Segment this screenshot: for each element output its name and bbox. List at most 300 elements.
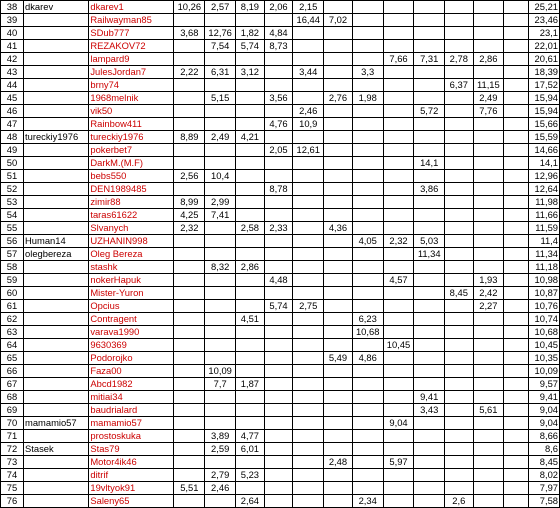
table-row [1, 1, 560, 14]
score-cell [236, 53, 265, 66]
score-cell [264, 53, 293, 66]
total-cell: 10,76 [529, 300, 560, 313]
empty-score-cell [522, 40, 529, 53]
total-cell: 11,34 [529, 248, 560, 261]
player-name-cell: mamamio57 [89, 417, 174, 430]
score-cell [236, 209, 265, 222]
score-cell [324, 469, 353, 482]
score-cell: 8,89 [174, 131, 205, 144]
empty-score-cell [504, 144, 515, 157]
player-name-cell: Contragent [89, 313, 174, 326]
player-name-cell: UZHANIN998 [89, 235, 174, 248]
table-row [1, 326, 560, 339]
empty-score-cell [522, 339, 529, 352]
empty-score-cell [504, 417, 515, 430]
score-cell [174, 92, 205, 105]
empty-score-cell [515, 40, 522, 53]
score-cell: 2,79 [205, 469, 236, 482]
rank-cell: 39 [1, 14, 24, 27]
player-name-cell: brny74 [89, 79, 174, 92]
empty-score-cell [522, 131, 529, 144]
score-cell: 7,02 [324, 14, 353, 27]
score-cell [383, 196, 414, 209]
score-cell: 6,23 [352, 313, 383, 326]
score-cell [352, 79, 383, 92]
score-cell [414, 378, 445, 391]
score-cell [352, 378, 383, 391]
score-cell: 2,22 [174, 66, 205, 79]
empty-score-cell [504, 92, 515, 105]
forum-alias-cell [24, 157, 89, 170]
empty-score-cell [522, 300, 529, 313]
score-cell [174, 365, 205, 378]
total-cell: 11,4 [529, 235, 560, 248]
score-cell [264, 482, 293, 495]
score-cell [383, 391, 414, 404]
score-cell [414, 1, 445, 14]
empty-score-cell [515, 105, 522, 118]
score-cell: 9,04 [383, 417, 414, 430]
empty-score-cell [522, 430, 529, 443]
score-cell [324, 404, 353, 417]
empty-score-cell [522, 287, 529, 300]
score-cell: 4,84 [264, 27, 293, 40]
table-row [1, 456, 560, 469]
empty-score-cell [515, 235, 522, 248]
score-cell: 5,03 [414, 235, 445, 248]
score-cell [264, 326, 293, 339]
forum-alias-cell [24, 456, 89, 469]
rank-cell: 54 [1, 209, 24, 222]
score-cell [414, 482, 445, 495]
score-cell [352, 196, 383, 209]
score-cell [205, 339, 236, 352]
table-row [1, 183, 560, 196]
empty-score-cell [522, 313, 529, 326]
empty-score-cell [504, 209, 515, 222]
score-cell [264, 66, 293, 79]
score-cell [383, 495, 414, 508]
empty-score-cell [515, 196, 522, 209]
score-cell [444, 456, 473, 469]
score-cell [383, 287, 414, 300]
forum-alias-cell [24, 469, 89, 482]
score-cell: 3,43 [414, 404, 445, 417]
forum-alias-cell [24, 118, 89, 131]
score-cell: 6,31 [205, 66, 236, 79]
score-cell [264, 352, 293, 365]
score-cell [293, 313, 324, 326]
empty-score-cell [504, 274, 515, 287]
score-cell [174, 391, 205, 404]
empty-score-cell [504, 235, 515, 248]
player-name-cell: 9630369 [89, 339, 174, 352]
score-cell: 3,89 [205, 430, 236, 443]
score-cell [324, 261, 353, 274]
score-cell [324, 378, 353, 391]
score-cell: 2,75 [293, 300, 324, 313]
score-cell [293, 352, 324, 365]
empty-score-cell [522, 456, 529, 469]
table-row [1, 417, 560, 430]
score-cell [352, 105, 383, 118]
score-cell [414, 27, 445, 40]
total-cell: 9,41 [529, 391, 560, 404]
forum-alias-cell [24, 261, 89, 274]
score-cell [324, 365, 353, 378]
player-name-cell: stashk [89, 261, 174, 274]
score-cell [293, 248, 324, 261]
empty-score-cell [515, 1, 522, 14]
score-cell [473, 456, 504, 469]
score-cell [174, 235, 205, 248]
player-name-cell: REZAKOV72 [89, 40, 174, 53]
score-cell [414, 313, 445, 326]
score-cell [444, 144, 473, 157]
score-cell: 2,59 [205, 443, 236, 456]
total-cell: 12,96 [529, 170, 560, 183]
empty-score-cell [515, 495, 522, 508]
score-cell [383, 209, 414, 222]
score-cell [174, 40, 205, 53]
score-cell [383, 105, 414, 118]
player-name-cell: bebs550 [89, 170, 174, 183]
rank-cell: 38 [1, 1, 24, 14]
score-cell [293, 443, 324, 456]
score-cell [324, 248, 353, 261]
empty-score-cell [522, 79, 529, 92]
empty-score-cell [504, 66, 515, 79]
score-cell [293, 222, 324, 235]
empty-score-cell [515, 456, 522, 469]
score-cell [264, 430, 293, 443]
score-cell [352, 417, 383, 430]
score-cell [473, 313, 504, 326]
empty-score-cell [515, 339, 522, 352]
table-row [1, 92, 560, 105]
score-cell [205, 313, 236, 326]
empty-score-cell [504, 404, 515, 417]
rank-cell: 42 [1, 53, 24, 66]
score-cell [205, 14, 236, 27]
score-cell [383, 66, 414, 79]
empty-score-cell [515, 261, 522, 274]
score-cell [293, 365, 324, 378]
score-cell [414, 170, 445, 183]
score-cell [473, 417, 504, 430]
score-cell [414, 443, 445, 456]
score-cell [444, 209, 473, 222]
forum-alias-cell [24, 430, 89, 443]
score-cell [383, 1, 414, 14]
score-cell [414, 131, 445, 144]
forum-alias-cell [24, 27, 89, 40]
score-cell: 3,12 [236, 66, 265, 79]
score-cell [383, 300, 414, 313]
player-name-cell: vik50 [89, 105, 174, 118]
score-cell [444, 443, 473, 456]
score-cell [414, 300, 445, 313]
score-cell [383, 248, 414, 261]
score-cell [473, 1, 504, 14]
player-name-cell: DarkM.(M.F) [89, 157, 174, 170]
score-cell [473, 66, 504, 79]
score-cell [264, 378, 293, 391]
empty-score-cell [504, 339, 515, 352]
empty-score-cell [522, 495, 529, 508]
score-cell: 5,49 [324, 352, 353, 365]
score-cell: 7,66 [383, 53, 414, 66]
table-row [1, 170, 560, 183]
rank-cell: 58 [1, 261, 24, 274]
score-cell: 4,48 [264, 274, 293, 287]
table-row [1, 14, 560, 27]
score-cell [473, 248, 504, 261]
empty-score-cell [515, 287, 522, 300]
rank-cell: 44 [1, 79, 24, 92]
score-cell: 1,87 [236, 378, 265, 391]
score-cell: 5,72 [414, 105, 445, 118]
score-cell [324, 443, 353, 456]
score-cell [352, 183, 383, 196]
score-cell [293, 40, 324, 53]
score-cell [205, 105, 236, 118]
score-cell [444, 14, 473, 27]
score-cell: 4,25 [174, 209, 205, 222]
rank-cell: 69 [1, 404, 24, 417]
forum-alias-cell [24, 92, 89, 105]
score-cell: 12,76 [205, 27, 236, 40]
score-cell [444, 274, 473, 287]
score-cell [324, 118, 353, 131]
score-cell: 2,33 [264, 222, 293, 235]
score-cell [174, 378, 205, 391]
player-name-cell: baudrialard [89, 404, 174, 417]
score-cell: 4,51 [236, 313, 265, 326]
score-cell [352, 430, 383, 443]
empty-score-cell [504, 248, 515, 261]
score-cell [444, 1, 473, 14]
score-cell: 1,98 [352, 92, 383, 105]
score-cell [324, 274, 353, 287]
forum-alias-cell [24, 53, 89, 66]
total-cell: 9,04 [529, 417, 560, 430]
score-cell [264, 157, 293, 170]
player-name-cell: Faza00 [89, 365, 174, 378]
empty-score-cell [515, 79, 522, 92]
player-name-cell: Railwayman85 [89, 14, 174, 27]
score-cell [352, 469, 383, 482]
score-cell [324, 430, 353, 443]
score-cell [414, 92, 445, 105]
score-cell: 8,32 [205, 261, 236, 274]
empty-score-cell [515, 404, 522, 417]
score-cell [473, 365, 504, 378]
score-cell: 3,3 [352, 66, 383, 79]
total-cell: 10,87 [529, 287, 560, 300]
score-cell: 8,45 [444, 287, 473, 300]
score-cell [414, 66, 445, 79]
score-cell [414, 196, 445, 209]
forum-alias-cell [24, 339, 89, 352]
score-cell [414, 261, 445, 274]
score-cell [444, 196, 473, 209]
table-row [1, 144, 560, 157]
score-cell [473, 482, 504, 495]
empty-score-cell [522, 261, 529, 274]
score-cell [352, 118, 383, 131]
rank-cell: 76 [1, 495, 24, 508]
score-cell [236, 157, 265, 170]
table-row [1, 287, 560, 300]
empty-score-cell [522, 222, 529, 235]
rank-cell: 75 [1, 482, 24, 495]
score-cell [324, 235, 353, 248]
score-cell [383, 261, 414, 274]
score-cell: 2,6 [444, 495, 473, 508]
score-cell: 1,82 [236, 27, 265, 40]
score-cell [264, 79, 293, 92]
score-cell: 8,73 [264, 40, 293, 53]
score-cell [205, 326, 236, 339]
forum-alias-cell [24, 495, 89, 508]
empty-score-cell [504, 1, 515, 14]
empty-score-cell [515, 417, 522, 430]
score-cell: 2,86 [473, 53, 504, 66]
score-cell [264, 131, 293, 144]
score-cell [324, 196, 353, 209]
score-cell [473, 40, 504, 53]
score-cell [264, 469, 293, 482]
empty-score-cell [515, 313, 522, 326]
empty-score-cell [522, 326, 529, 339]
score-cell [264, 287, 293, 300]
score-cell [174, 313, 205, 326]
player-name-cell: Slvanych [89, 222, 174, 235]
score-cell [383, 131, 414, 144]
score-cell [444, 300, 473, 313]
forum-alias-cell [24, 105, 89, 118]
score-cell [293, 53, 324, 66]
score-cell [205, 222, 236, 235]
forum-alias-cell [24, 209, 89, 222]
score-cell: 2,78 [444, 53, 473, 66]
score-cell [174, 248, 205, 261]
total-cell: 14,66 [529, 144, 560, 157]
score-cell [324, 209, 353, 222]
rank-cell: 71 [1, 430, 24, 443]
score-cell [205, 79, 236, 92]
player-name-cell: tureckiy1976 [89, 131, 174, 144]
score-cell [174, 417, 205, 430]
score-cell [414, 79, 445, 92]
score-cell [383, 27, 414, 40]
score-cell [324, 417, 353, 430]
score-cell [205, 495, 236, 508]
score-cell [414, 144, 445, 157]
score-cell [205, 300, 236, 313]
score-cell [473, 352, 504, 365]
score-cell [236, 300, 265, 313]
score-cell: 4,76 [264, 118, 293, 131]
player-name-cell: JulesJordan7 [89, 66, 174, 79]
score-cell: 2,76 [324, 92, 353, 105]
score-cell [352, 1, 383, 14]
score-cell [383, 443, 414, 456]
score-cell [324, 183, 353, 196]
empty-score-cell [504, 53, 515, 66]
score-cell [414, 365, 445, 378]
score-cell: 3,86 [414, 183, 445, 196]
rank-cell: 72 [1, 443, 24, 456]
score-cell [444, 105, 473, 118]
score-cell [414, 430, 445, 443]
player-name-cell: zimir88 [89, 196, 174, 209]
player-name-cell: Opcius [89, 300, 174, 313]
score-cell: 5,15 [205, 92, 236, 105]
score-cell: 7,76 [473, 105, 504, 118]
score-cell [174, 105, 205, 118]
empty-score-cell [504, 430, 515, 443]
rank-cell: 49 [1, 144, 24, 157]
score-cell [352, 339, 383, 352]
empty-score-cell [515, 27, 522, 40]
empty-score-cell [515, 118, 522, 131]
score-cell [236, 391, 265, 404]
empty-score-cell [522, 118, 529, 131]
empty-score-cell [515, 482, 522, 495]
empty-score-cell [522, 248, 529, 261]
score-cell: 14,1 [414, 157, 445, 170]
total-cell: 18,39 [529, 66, 560, 79]
score-cell [444, 404, 473, 417]
score-cell [324, 287, 353, 300]
score-cell [174, 157, 205, 170]
empty-score-cell [522, 443, 529, 456]
empty-score-cell [515, 144, 522, 157]
rank-cell: 66 [1, 365, 24, 378]
player-name-cell: Oleg Bereza [89, 248, 174, 261]
table-row [1, 157, 560, 170]
score-cell [236, 339, 265, 352]
rank-cell: 60 [1, 287, 24, 300]
score-cell: 2,46 [293, 105, 324, 118]
empty-score-cell [504, 170, 515, 183]
score-cell [205, 53, 236, 66]
score-cell [293, 209, 324, 222]
total-cell: 15,59 [529, 131, 560, 144]
score-cell [444, 92, 473, 105]
score-cell: 2,32 [174, 222, 205, 235]
empty-score-cell [504, 352, 515, 365]
score-cell: 7,54 [205, 40, 236, 53]
empty-score-cell [515, 157, 522, 170]
total-cell: 15,94 [529, 105, 560, 118]
table-body [1, 1, 560, 508]
total-cell: 11,59 [529, 222, 560, 235]
score-cell [383, 352, 414, 365]
empty-score-cell [522, 66, 529, 79]
score-cell [414, 339, 445, 352]
score-cell [383, 92, 414, 105]
rank-cell: 43 [1, 66, 24, 79]
score-cell: 10,45 [383, 339, 414, 352]
score-cell [174, 404, 205, 417]
total-cell: 8,02 [529, 469, 560, 482]
total-cell: 9,57 [529, 378, 560, 391]
score-cell [414, 352, 445, 365]
table-row [1, 430, 560, 443]
